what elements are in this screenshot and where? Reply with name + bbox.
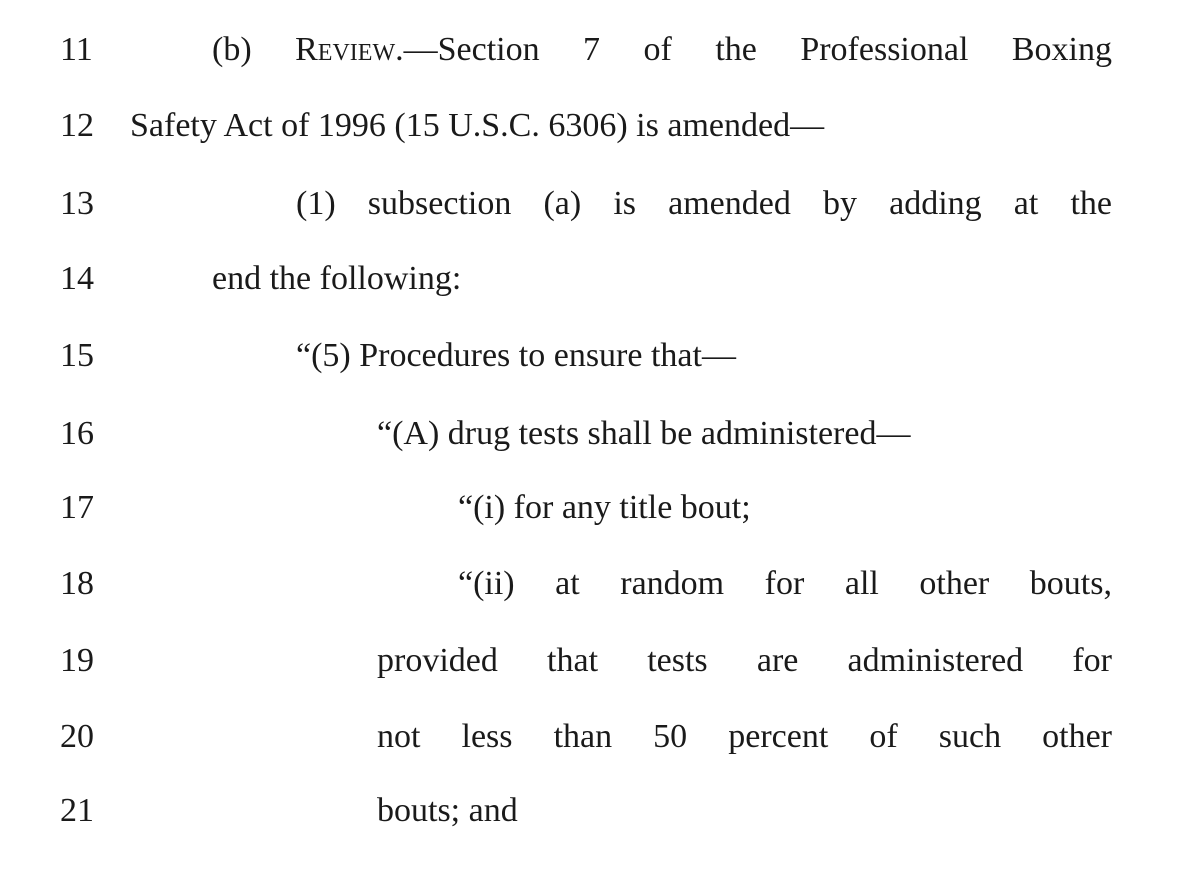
line-text: “(ii) at random for all other bouts,	[458, 565, 1112, 602]
line-text: “(A) drug tests shall be administered—	[377, 415, 911, 452]
line-number: 11	[60, 31, 93, 68]
line-text: not less than 50 percent of such other	[377, 718, 1112, 755]
line-number: 14	[60, 260, 94, 297]
line-text: Safety Act of 1996 (15 U.S.C. 6306) is amended—	[130, 107, 825, 144]
line-prefix: (b)	[212, 31, 296, 68]
heading-review: Review	[295, 31, 396, 68]
line-16	[0, 396, 1200, 472]
line-text: end the following:	[212, 260, 462, 297]
line-number: 12	[60, 107, 94, 144]
line-text: “(5) Procedures to ensure that—	[296, 337, 736, 374]
line-number: 21	[60, 792, 94, 829]
line-text-rest: .—Section 7 of the Professional Boxing	[395, 31, 1112, 68]
line-11	[0, 12, 1200, 88]
line-number: 13	[60, 185, 94, 222]
line-text: “(i) for any title bout;	[458, 489, 751, 526]
line-text: (1) subsection (a) is amended by adding at the	[296, 185, 1112, 222]
line-14	[0, 241, 1200, 317]
line-19	[0, 623, 1200, 699]
line-number: 20	[60, 718, 94, 755]
line-21	[0, 773, 1200, 849]
line-number: 16	[60, 415, 94, 452]
line-text: provided that tests are administered for	[377, 642, 1112, 679]
line-number: 18	[60, 565, 94, 602]
line-12	[0, 88, 1200, 164]
line-number: 17	[60, 489, 94, 526]
line-number: 15	[60, 337, 94, 374]
line-text	[212, 28, 1112, 72]
line-number: 19	[60, 642, 94, 679]
line-17	[0, 470, 1200, 546]
line-text: bouts; and	[377, 792, 518, 829]
line-20	[0, 699, 1200, 775]
line-15	[0, 318, 1200, 394]
line-13	[0, 166, 1200, 242]
line-18	[0, 546, 1200, 622]
